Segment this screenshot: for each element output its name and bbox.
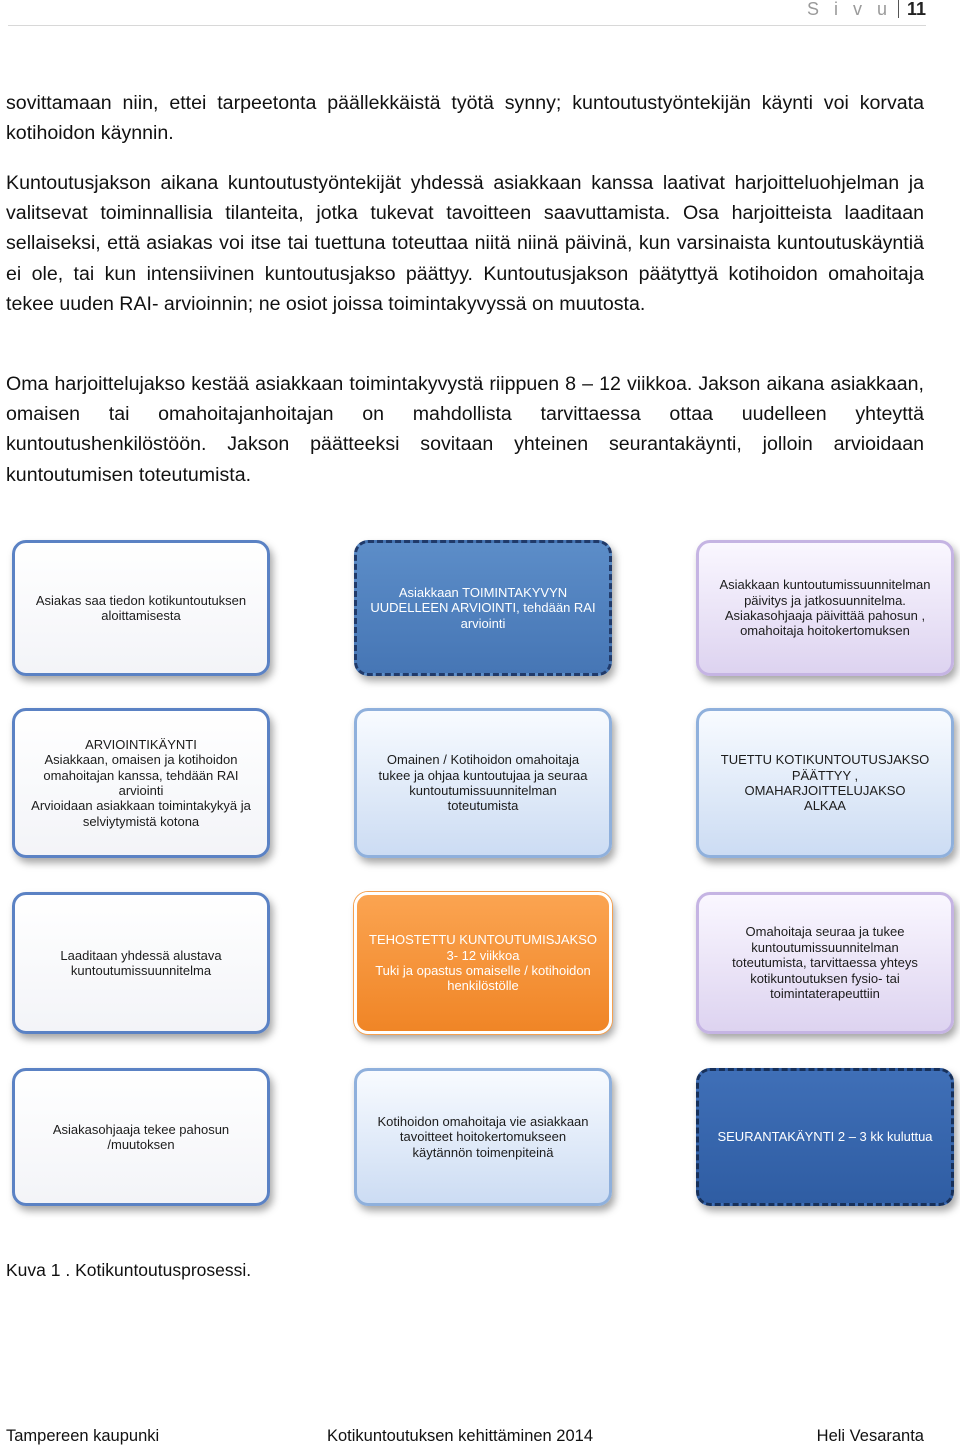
diagram-box-family-support [354,708,612,858]
paragraph-3: Oma harjoittelujakso kestää asiakkaan toimintakyvystä riippuen 8 – 12 viikkoa. Jakson aikana asiakkaan, omaisen tai omahoitajanhoitajan on mahdollista tarvittaessa ottaa uudelleen yhteyttä kuntoutushenkilöstöön. Jakson päätteeksi sovitaan yhteinen seurantakäynti, jolloin arvioidaan kuntoutumisen toteutumista. [6,373,924,486]
diagram-box-info-text: Asiakas saa tiedon kotikuntoutuksen aloittamisesta [35,592,247,623]
page-label: S i v u [806,0,892,19]
diagram-box-case-manager-text: Asiakasohjaaja tekee pahosun /muutoksen [52,1121,230,1152]
diagram-box-case-manager [12,1068,270,1206]
diagram-box-assessment-visit-text: ARVIOINTIKÄYNTI Asiakkaan, omaisen ja kotihoidon omahoitajan kanssa, tehdään RAI arviointi Arvioidaan asiakkaan toimintakykyä ja selviytymistä kotona [31,736,251,829]
diagram-box-plan-update-text: Asiakkaan kuntoutumissuunnitelman päivitys ja jatkosuunnitelma. Asiakasohjaaja päivittää pahosun , omahoitaja hoitokertomuksen [719,577,931,639]
page-number: 11 [898,0,926,18]
diagram-box-period-ends-text: TUETTU KOTIKUNTOUTUSJAKSO PÄÄTTYY , OMAHARJOITTELUJAKSO ALKAA [720,752,930,814]
diagram-box-plan-update [696,540,954,676]
figure-caption: Kuva 1 . Kotikuntoutusprosessi. [6,1260,252,1280]
diagram-box-draft-plan-text: Laaditaan yhdessä alustava kuntoutumissuunnitelma [60,947,222,978]
page-header [807,0,926,24]
footer-author: Heli Vesaranta [816,1427,924,1445]
diagram-box-reassessment [354,540,612,676]
header-divider [8,25,926,26]
diagram-box-assessment-visit [12,708,270,858]
diagram-box-info [12,540,270,676]
diagram-box-period-ends [696,708,954,858]
diagram-box-nurse-follow-up-text: Omahoitaja seuraa ja tukee kuntoutumissuunnitelman toteutumista, tarvittaessa yhteys kotikuntoutuksen fysio- tai toimintaterapeuttiin [732,924,918,1002]
footer-organization: Tampereen kaupunki [6,1427,160,1445]
diagram-box-follow-up-visit-text: SEURANTAKÄYNTI 2 – 3 kk kuluttua [717,1129,933,1145]
diagram-box-intensive-period [354,892,612,1034]
diagram-box-follow-up-visit [696,1068,954,1206]
diagram-box-care-record-text: Kotihoidon omahoitaja vie asiakkaan tavoitteet hoitokertomukseen käytännön toimenpiteinä [377,1113,589,1160]
diagram-box-care-record [354,1068,612,1206]
paragraph-2: Kuntoutusjakson aikana kuntoutustyöntekijät yhdessä asiakkaan kanssa laativat harjoitteluohjelman ja valitsevat toiminnallisia tilanteita, jotka tukevat tavoitteen saavuttamista. Osa harjoitteista laaditaan sellaiseksi, että asiakas voi itse tai tuettuna toteuttaa niitä niinä päivinä, kun varsinaista kuntoutuskäyntiä ei ole, tai kun intensiivinen kuntoutusjakso päättyy. Kuntoutusjakson päätyttyä kotihoidon omahoitaja tekee uuden RAI- arvioinnin; ne osiot joissa toimintakyvyssä on muutosta. [6,172,924,315]
diagram-box-reassessment-text: Asiakkaan TOIMINTAKYVYN UUDELLEEN ARVIOINTI, tehdään RAI arviointi [370,584,596,631]
diagram-box-nurse-follow-up [696,892,954,1034]
diagram-box-family-support-text: Omainen / Kotihoidon omahoitaja tukee ja ohjaa kuntoutujaa ja seuraa kuntoutumissuunnitelman toteutumista [378,752,588,814]
process-diagram [0,530,960,1230]
diagram-box-intensive-period-text: TEHOSTETTU KUNTOUTUMISJAKSO 3- 12 viikkoa Tuki ja opastus omaiselle / kotihoidon henkilöstölle [369,932,597,994]
diagram-box-draft-plan [12,892,270,1034]
paragraph-1: sovittamaan niin, ettei tarpeetonta päällekkäistä työtä synny; kuntoutustyöntekijän käynti voi korvata kotihoidon käynnin. [6,92,924,145]
footer-document-title: Kotikuntoutuksen kehittäminen 2014 [327,1427,594,1445]
